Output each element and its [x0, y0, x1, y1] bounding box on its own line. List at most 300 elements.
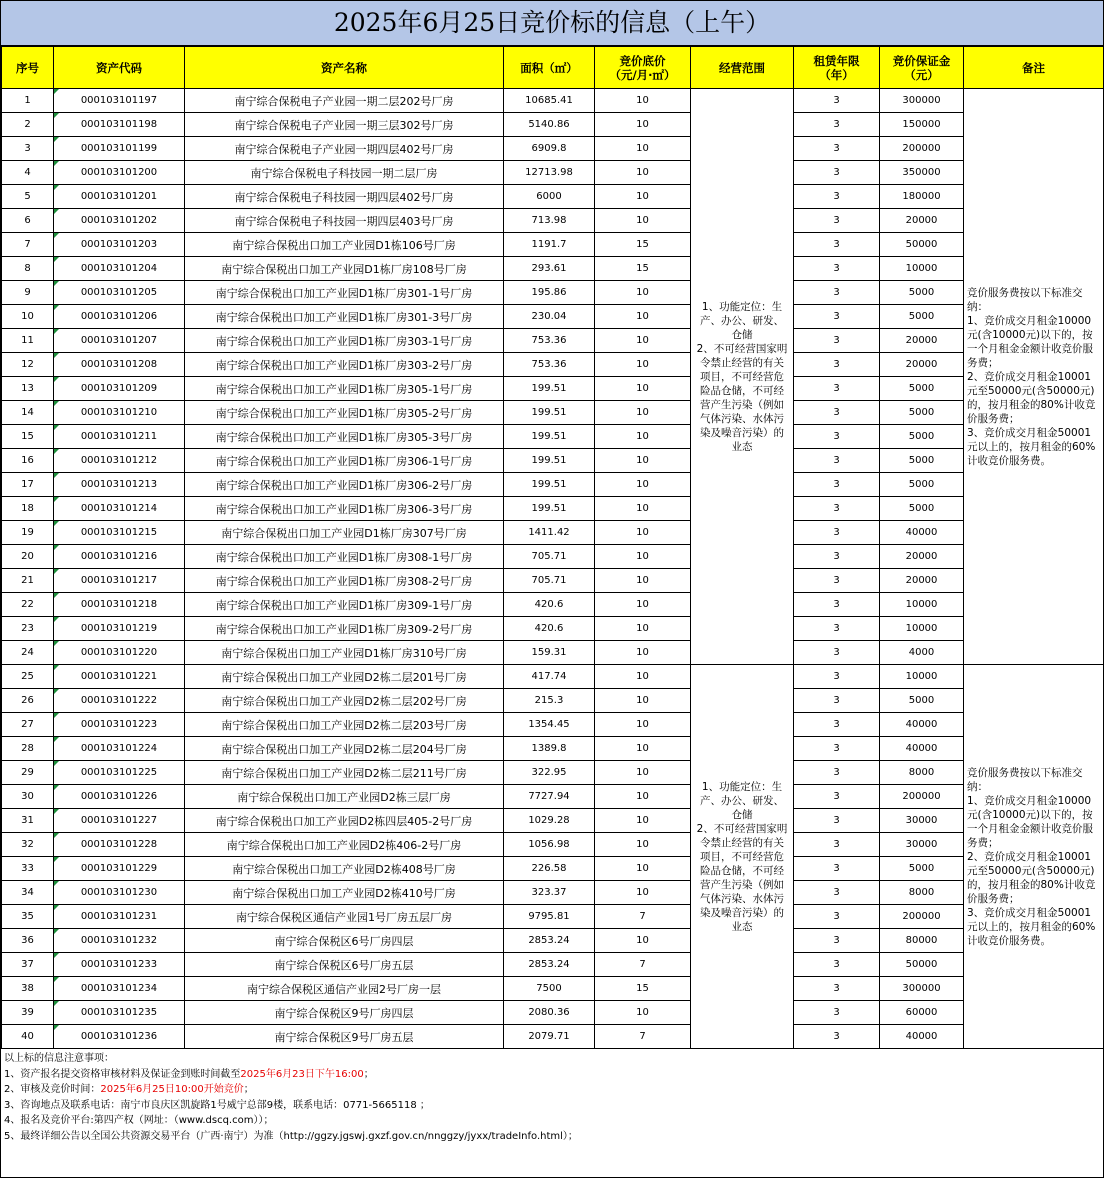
table-row [2, 689, 1104, 713]
cell-name: 南宁综合保税出口加工产业园D1栋厂房108号厂房 [185, 257, 504, 281]
cell-code: 000103101218 [54, 593, 185, 617]
cell-deposit: 20000 [880, 545, 964, 569]
cell-term: 3 [794, 953, 880, 977]
cell-seq: 28 [2, 737, 54, 761]
cell-code: 000103101214 [54, 497, 185, 521]
table-row [2, 713, 1104, 737]
cell-price: 10 [595, 737, 691, 761]
cell-area: 5140.86 [504, 113, 595, 137]
cell-seq: 6 [2, 209, 54, 233]
cell-term: 3 [794, 785, 880, 809]
cell-area: 199.51 [504, 401, 595, 425]
cell-term: 3 [794, 137, 880, 161]
cell-name: 南宁综合保税出口加工产业园D2栋406-2号厂房 [185, 833, 504, 857]
header-term-line1: 租赁年限 [813, 53, 860, 68]
note-4: 4、报名及竞价平台:第四产权（网址：（www.dscq.com））； [4, 1115, 274, 1126]
table-row [2, 881, 1104, 905]
cell-seq: 29 [2, 761, 54, 785]
cell-term: 3 [794, 641, 880, 665]
cell-name: 南宁综合保税出口加工产业园D2栋二层203号厂房 [185, 713, 504, 737]
header-scope: 经营范围 [691, 47, 794, 89]
cell-seq: 27 [2, 713, 54, 737]
note-5: 5、最终详细公告以全国公共资源交易平台（广西·南宁）为准（http://ggzy.jgswj.gxzf.gov.cn/nnggzy/jyxx/tradeInfo.html）； [4, 1130, 578, 1142]
cell-code: 000103101230 [54, 881, 185, 905]
cell-code: 000103101207 [54, 329, 185, 353]
bidding-table [1, 46, 1104, 1049]
cell-area: 1029.28 [504, 809, 595, 833]
cell-code: 000103101225 [54, 761, 185, 785]
cell-area: 713.98 [504, 209, 595, 233]
cell-term: 3 [794, 89, 880, 113]
cell-area: 6909.8 [504, 137, 595, 161]
cell-seq: 7 [2, 233, 54, 257]
table-row [2, 257, 1104, 281]
header-area: 面积（㎡） [504, 47, 595, 89]
table-row [2, 233, 1104, 257]
cell-area: 705.71 [504, 569, 595, 593]
cell-code: 000103101232 [54, 929, 185, 953]
cell-seq: 19 [2, 521, 54, 545]
cell-term: 3 [794, 689, 880, 713]
cell-deposit: 300000 [880, 977, 964, 1001]
cell-code: 000103101215 [54, 521, 185, 545]
cell-price: 10 [595, 833, 691, 857]
cell-name: 南宁综合保税区6号厂房五层 [185, 953, 504, 977]
cell-name: 南宁综合保税出口加工产业园D2栋三层厂房 [185, 785, 504, 809]
cell-deposit: 5000 [880, 473, 964, 497]
cell-term: 3 [794, 185, 880, 209]
cell-price: 10 [595, 281, 691, 305]
table-row [2, 1025, 1104, 1049]
cell-deposit: 40000 [880, 521, 964, 545]
cell-term: 3 [794, 665, 880, 689]
cell-price: 10 [595, 449, 691, 473]
cell-code: 000103101233 [54, 953, 185, 977]
cell-price: 10 [595, 329, 691, 353]
table-row [2, 785, 1104, 809]
cell-term: 3 [794, 593, 880, 617]
table-row [2, 761, 1104, 785]
cell-seq: 3 [2, 137, 54, 161]
header-seq: 序号 [2, 47, 54, 89]
cell-deposit: 60000 [880, 1001, 964, 1025]
cell-price: 10 [595, 881, 691, 905]
cell-seq: 23 [2, 617, 54, 641]
cell-area: 1191.7 [504, 233, 595, 257]
cell-deposit: 10000 [880, 593, 964, 617]
table-row [2, 593, 1104, 617]
cell-area: 1389.8 [504, 737, 595, 761]
cell-term: 3 [794, 929, 880, 953]
cell-seq: 14 [2, 401, 54, 425]
cell-seq: 38 [2, 977, 54, 1001]
cell-deposit: 180000 [880, 185, 964, 209]
notes-heading: 以上标的信息注意事项： [4, 1053, 114, 1064]
cell-code: 000103101217 [54, 569, 185, 593]
table-row [2, 473, 1104, 497]
table-row [2, 1001, 1104, 1025]
cell-price: 10 [595, 929, 691, 953]
table-row [2, 137, 1104, 161]
cell-price: 10 [595, 209, 691, 233]
cell-price: 10 [595, 425, 691, 449]
cell-code: 000103101222 [54, 689, 185, 713]
cell-price: 10 [595, 521, 691, 545]
cell-price: 10 [595, 593, 691, 617]
cell-remark: 竞价服务费按以下标准交纳： 1、竞价成交月租金10000元(含10000元)以下的，按一个月租金金额计收竞价服务费； 2、竞价成交月租金10001元至50000元(含50000元)的，按月租金的80%计收竞价服务费； 3、竞价成交月租金50001元以上的，按月租金的60%计收竞价服务费。 [964, 89, 1104, 665]
cell-area: 323.37 [504, 881, 595, 905]
table-row [2, 377, 1104, 401]
cell-seq: 36 [2, 929, 54, 953]
table-row [2, 809, 1104, 833]
header-remark: 备注 [964, 47, 1104, 89]
cell-deposit: 80000 [880, 929, 964, 953]
cell-price: 10 [595, 641, 691, 665]
cell-code: 000103101216 [54, 545, 185, 569]
cell-price: 10 [595, 689, 691, 713]
cell-price: 10 [595, 761, 691, 785]
cell-seq: 9 [2, 281, 54, 305]
table-row [2, 113, 1104, 137]
header-deposit-line2: （元） [904, 67, 939, 82]
cell-code: 000103101221 [54, 665, 185, 689]
cell-price: 10 [595, 617, 691, 641]
cell-code: 000103101205 [54, 281, 185, 305]
cell-area: 322.95 [504, 761, 595, 785]
cell-price: 10 [595, 497, 691, 521]
cell-seq: 39 [2, 1001, 54, 1025]
cell-seq: 13 [2, 377, 54, 401]
cell-code: 000103101209 [54, 377, 185, 401]
table-row [2, 617, 1104, 641]
cell-code: 000103101229 [54, 857, 185, 881]
cell-deposit: 40000 [880, 737, 964, 761]
cell-deposit: 20000 [880, 329, 964, 353]
cell-name: 南宁综合保税电子产业园一期二层202号厂房 [185, 89, 504, 113]
cell-name: 南宁综合保税出口加工产业园D1栋厂房306-3号厂房 [185, 497, 504, 521]
cell-seq: 25 [2, 665, 54, 689]
table-row [2, 545, 1104, 569]
cell-term: 3 [794, 713, 880, 737]
notes-section [1, 1049, 1103, 1146]
cell-term: 3 [794, 569, 880, 593]
cell-seq: 32 [2, 833, 54, 857]
cell-area: 199.51 [504, 449, 595, 473]
cell-deposit: 5000 [880, 497, 964, 521]
table-row [2, 569, 1104, 593]
cell-term: 3 [794, 809, 880, 833]
cell-term: 3 [794, 833, 880, 857]
cell-code: 000103101227 [54, 809, 185, 833]
cell-area: 1411.42 [504, 521, 595, 545]
cell-code: 000103101231 [54, 905, 185, 929]
cell-seq: 31 [2, 809, 54, 833]
cell-deposit: 5000 [880, 689, 964, 713]
cell-name: 南宁综合保税出口加工产业园D1栋106号厂房 [185, 233, 504, 257]
cell-code: 000103101236 [54, 1025, 185, 1049]
cell-price: 10 [595, 161, 691, 185]
cell-term: 3 [794, 521, 880, 545]
cell-term: 3 [794, 329, 880, 353]
cell-code: 000103101202 [54, 209, 185, 233]
table-row [2, 905, 1104, 929]
table-row [2, 401, 1104, 425]
cell-price: 10 [595, 113, 691, 137]
cell-price: 10 [595, 137, 691, 161]
table-row [2, 449, 1104, 473]
cell-deposit: 10000 [880, 257, 964, 281]
cell-deposit: 5000 [880, 305, 964, 329]
cell-name: 南宁综合保税区9号厂房四层 [185, 1001, 504, 1025]
cell-deposit: 10000 [880, 617, 964, 641]
cell-area: 230.04 [504, 305, 595, 329]
cell-remark: 竞价服务费按以下标准交纳： 1、竞价成交月租金10000元(含10000元)以下的，按一个月租金金额计收竞价服务费； 2、竞价成交月租金10001元至50000元(含50000元)的，按月租金的80%计收竞价服务费； 3、竞价成交月租金50001元以上的，按月租金的60%计收竞价服务费。 [964, 665, 1104, 1049]
cell-seq: 33 [2, 857, 54, 881]
cell-code: 000103101228 [54, 833, 185, 857]
note-2-text: 2、审核及竞价时间： [4, 1084, 101, 1095]
note-1-deadline: 2025年6月23日下午16:00 [240, 1068, 364, 1080]
header-code: 资产代码 [54, 47, 185, 89]
cell-name: 南宁综合保税出口加工产业园D1栋厂房307号厂房 [185, 521, 504, 545]
cell-deposit: 350000 [880, 161, 964, 185]
cell-code: 000103101198 [54, 113, 185, 137]
cell-name: 南宁综合保税出口加工产业园D1栋厂房308-1号厂房 [185, 545, 504, 569]
cell-code: 000103101208 [54, 353, 185, 377]
cell-name: 南宁综合保税区9号厂房五层 [185, 1025, 504, 1049]
cell-area: 159.31 [504, 641, 595, 665]
cell-price: 10 [595, 785, 691, 809]
cell-term: 3 [794, 617, 880, 641]
cell-area: 12713.98 [504, 161, 595, 185]
cell-area: 215.3 [504, 689, 595, 713]
cell-area: 705.71 [504, 545, 595, 569]
cell-code: 000103101213 [54, 473, 185, 497]
cell-name: 南宁综合保税出口加工产业园D1栋厂房309-2号厂房 [185, 617, 504, 641]
cell-name: 南宁综合保税电子产业园一期三层302号厂房 [185, 113, 504, 137]
cell-seq: 21 [2, 569, 54, 593]
cell-price: 15 [595, 233, 691, 257]
table-row [2, 185, 1104, 209]
cell-price: 10 [595, 809, 691, 833]
cell-area: 1354.45 [504, 713, 595, 737]
cell-area: 753.36 [504, 329, 595, 353]
cell-area: 2853.24 [504, 953, 595, 977]
cell-deposit: 4000 [880, 641, 964, 665]
cell-deposit: 50000 [880, 953, 964, 977]
cell-area: 7500 [504, 977, 595, 1001]
cell-code: 000103101210 [54, 401, 185, 425]
cell-area: 199.51 [504, 425, 595, 449]
cell-code: 000103101204 [54, 257, 185, 281]
cell-name: 南宁综合保税出口加工产业园D1栋厂房305-3号厂房 [185, 425, 504, 449]
cell-price: 10 [595, 377, 691, 401]
cell-area: 9795.81 [504, 905, 595, 929]
header-price-line2: （元/月·㎡） [609, 67, 676, 82]
cell-deposit: 5000 [880, 401, 964, 425]
table-row [2, 641, 1104, 665]
cell-code: 000103101211 [54, 425, 185, 449]
cell-name: 南宁综合保税出口加工产业园D2栋二层201号厂房 [185, 665, 504, 689]
cell-area: 10685.41 [504, 89, 595, 113]
header-name: 资产名称 [185, 47, 504, 89]
cell-seq: 34 [2, 881, 54, 905]
cell-scope: 1、功能定位：生产、办公、研发、仓储 2、不可经营国家明令禁止经营的有关项目，不可经营危险品仓储，不可经营产生污染（例如气体污染、水体污染及噪音污染）的业态 [691, 665, 794, 1049]
cell-seq: 10 [2, 305, 54, 329]
cell-deposit: 40000 [880, 1025, 964, 1049]
cell-name: 南宁综合保税出口加工产业园D1栋厂房308-2号厂房 [185, 569, 504, 593]
cell-seq: 40 [2, 1025, 54, 1049]
cell-price: 15 [595, 257, 691, 281]
cell-term: 3 [794, 737, 880, 761]
header-price [595, 47, 691, 89]
cell-seq: 20 [2, 545, 54, 569]
cell-deposit: 8000 [880, 761, 964, 785]
cell-code: 000103101201 [54, 185, 185, 209]
cell-code: 000103101212 [54, 449, 185, 473]
cell-code: 000103101223 [54, 713, 185, 737]
cell-name: 南宁综合保税出口加工产业园D1栋厂房301-3号厂房 [185, 305, 504, 329]
cell-seq: 18 [2, 497, 54, 521]
note-1 [4, 1067, 1100, 1083]
cell-deposit: 40000 [880, 713, 964, 737]
cell-price: 7 [595, 905, 691, 929]
cell-area: 2853.24 [504, 929, 595, 953]
table-row [2, 833, 1104, 857]
cell-term: 3 [794, 977, 880, 1001]
table-row [2, 737, 1104, 761]
note-3: 3、咨询地点及联系电话：南宁市良庆区凯旋路1号威宁总部9楼，联系电话：0771-5665118 ； [4, 1099, 430, 1111]
note-2-end: ； [243, 1084, 254, 1095]
cell-area: 199.51 [504, 473, 595, 497]
table-row [2, 665, 1104, 689]
cell-seq: 37 [2, 953, 54, 977]
cell-name: 南宁综合保税出口加工产业园D1栋厂房305-1号厂房 [185, 377, 504, 401]
cell-price: 10 [595, 185, 691, 209]
cell-deposit: 5000 [880, 281, 964, 305]
cell-price: 10 [595, 1001, 691, 1025]
cell-area: 753.36 [504, 353, 595, 377]
cell-price: 7 [595, 1025, 691, 1049]
cell-term: 3 [794, 305, 880, 329]
table-row [2, 353, 1104, 377]
cell-code: 000103101206 [54, 305, 185, 329]
cell-deposit: 10000 [880, 665, 964, 689]
cell-seq: 22 [2, 593, 54, 617]
note-1-end: ； [363, 1068, 374, 1080]
cell-name: 南宁综合保税电子科技园一期四层403号厂房 [185, 209, 504, 233]
table-row [2, 425, 1104, 449]
cell-area: 417.74 [504, 665, 595, 689]
cell-name: 南宁综合保税出口加工产业园D1栋厂房310号厂房 [185, 641, 504, 665]
cell-name: 南宁综合保税出口加工产业园D2栋二层211号厂房 [185, 761, 504, 785]
cell-price: 7 [595, 953, 691, 977]
cell-name: 南宁综合保税区通信产业园2号厂房一层 [185, 977, 504, 1001]
table-row [2, 521, 1104, 545]
cell-term: 3 [794, 353, 880, 377]
cell-seq: 16 [2, 449, 54, 473]
cell-deposit: 200000 [880, 905, 964, 929]
cell-name: 南宁综合保税出口加工产业园D2栋410号厂房 [185, 881, 504, 905]
cell-area: 420.6 [504, 593, 595, 617]
cell-area: 199.51 [504, 497, 595, 521]
cell-term: 3 [794, 761, 880, 785]
cell-term: 3 [794, 425, 880, 449]
cell-name: 南宁综合保税出口加工产业园D1栋厂房309-1号厂房 [185, 593, 504, 617]
cell-deposit: 20000 [880, 353, 964, 377]
cell-term: 3 [794, 857, 880, 881]
cell-deposit: 8000 [880, 881, 964, 905]
cell-code: 000103101199 [54, 137, 185, 161]
table-row [2, 281, 1104, 305]
cell-area: 199.51 [504, 377, 595, 401]
header-term-line2: （年） [819, 67, 854, 82]
cell-deposit: 300000 [880, 89, 964, 113]
cell-deposit: 20000 [880, 209, 964, 233]
table-row [2, 929, 1104, 953]
table-row [2, 161, 1104, 185]
cell-deposit: 5000 [880, 449, 964, 473]
page-title: 2025年6月25日竞价标的信息（上午） [1, 1, 1103, 46]
table-row [2, 953, 1104, 977]
table-row [2, 305, 1104, 329]
cell-name: 南宁综合保税出口加工产业园D2栋408号厂房 [185, 857, 504, 881]
cell-seq: 5 [2, 185, 54, 209]
cell-term: 3 [794, 881, 880, 905]
cell-price: 10 [595, 353, 691, 377]
cell-price: 10 [595, 665, 691, 689]
cell-price: 10 [595, 857, 691, 881]
cell-deposit: 5000 [880, 857, 964, 881]
cell-name: 南宁综合保税区通信产业园1号厂房五层厂房 [185, 905, 504, 929]
cell-name: 南宁综合保税出口加工产业园D1栋厂房306-2号厂房 [185, 473, 504, 497]
cell-seq: 15 [2, 425, 54, 449]
cell-code: 000103101234 [54, 977, 185, 1001]
cell-seq: 1 [2, 89, 54, 113]
table-row [2, 497, 1104, 521]
cell-area: 420.6 [504, 617, 595, 641]
cell-name: 南宁综合保税出口加工产业园D1栋厂房303-1号厂房 [185, 329, 504, 353]
cell-term: 3 [794, 545, 880, 569]
header-deposit [880, 47, 964, 89]
cell-deposit: 20000 [880, 569, 964, 593]
cell-deposit: 150000 [880, 113, 964, 137]
cell-seq: 11 [2, 329, 54, 353]
cell-code: 000103101226 [54, 785, 185, 809]
cell-seq: 30 [2, 785, 54, 809]
cell-term: 3 [794, 233, 880, 257]
cell-name: 南宁综合保税出口加工产业园D1栋厂房306-1号厂房 [185, 449, 504, 473]
cell-name: 南宁综合保税出口加工产业园D2栋二层204号厂房 [185, 737, 504, 761]
cell-area: 2080.36 [504, 1001, 595, 1025]
cell-deposit: 50000 [880, 233, 964, 257]
cell-name: 南宁综合保税出口加工产业园D1栋厂房305-2号厂房 [185, 401, 504, 425]
cell-term: 3 [794, 905, 880, 929]
cell-price: 10 [595, 545, 691, 569]
cell-area: 293.61 [504, 257, 595, 281]
cell-term: 3 [794, 497, 880, 521]
cell-area: 1056.98 [504, 833, 595, 857]
cell-term: 3 [794, 401, 880, 425]
cell-name: 南宁综合保税出口加工产业园D2栋四层405-2号厂房 [185, 809, 504, 833]
cell-term: 3 [794, 473, 880, 497]
note-2-time: 2025年6月25日10:00开始竞价 [100, 1084, 244, 1095]
cell-deposit: 30000 [880, 833, 964, 857]
cell-deposit: 200000 [880, 137, 964, 161]
cell-term: 3 [794, 209, 880, 233]
cell-code: 000103101200 [54, 161, 185, 185]
cell-code: 000103101224 [54, 737, 185, 761]
cell-name: 南宁综合保税电子产业园一期四层402号厂房 [185, 137, 504, 161]
